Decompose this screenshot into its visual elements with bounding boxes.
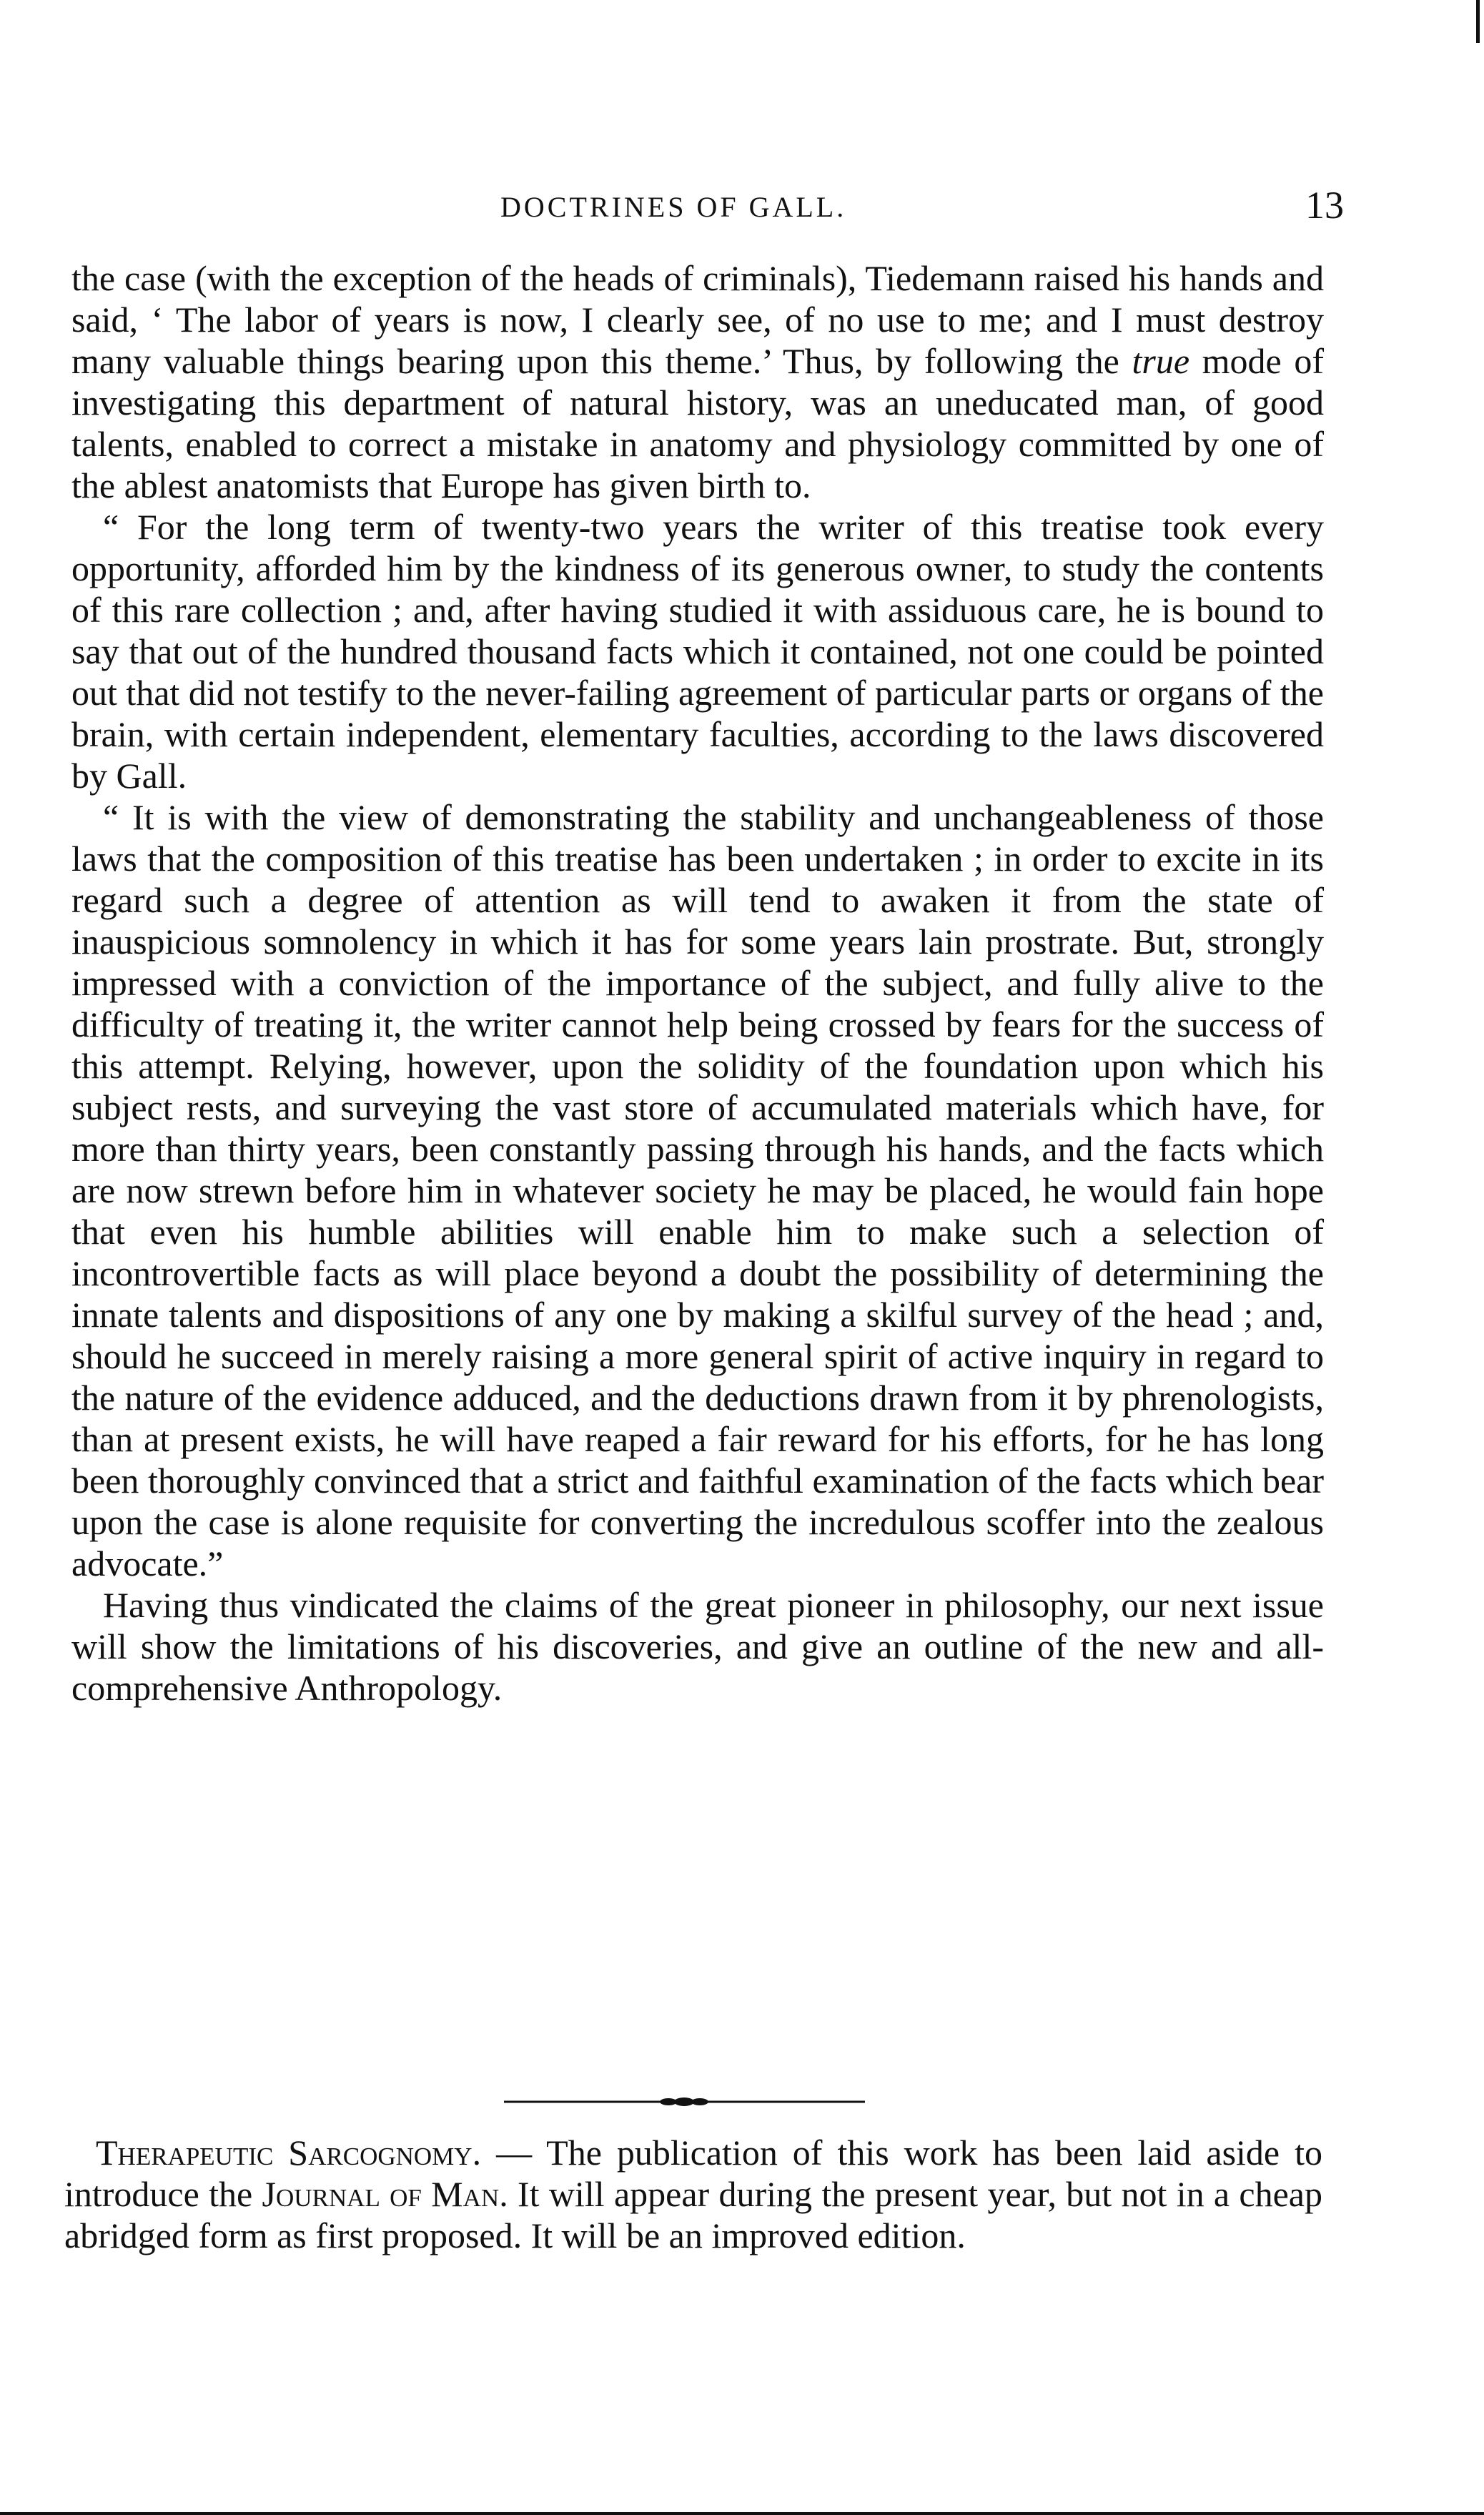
section-divider-ornament bbox=[504, 2097, 865, 2107]
notice-heading: Therapeutic Sarcognomy. bbox=[96, 2133, 482, 2173]
paragraph-4: Having thus vindicated the claims of the great pioneer in philosophy, our next issue will show the limitations of his discoveries, and give an outline of the new and all-comprehensive Anthropology. bbox=[71, 1585, 1324, 1708]
notice-text-after: It will appear during the present year, but not in a cheap abridged form as first proposed. It will be an improved edition. bbox=[64, 2174, 1322, 2255]
page-edge-mark bbox=[1476, 0, 1480, 43]
paragraph-1 bbox=[71, 257, 1324, 506]
main-text bbox=[71, 257, 1324, 1709]
running-title: DOCTRINES OF GALL. bbox=[500, 191, 847, 223]
running-head bbox=[71, 183, 1344, 226]
notice-dash: — bbox=[481, 2133, 547, 2173]
notice-text-before: The publication of this work has been laid aside to introduce the bbox=[64, 2133, 1322, 2214]
paragraph-3: “ It is with the view of demonstrating the stability and unchangeableness of those laws that the composition of this treatise has been undertaken ; in order to excite in its regard such a degree of attention as will tend to awaken it from the state of inauspicious somnolency in which it has for some years lain prostrate. But, strongly impressed with a conviction of the importance of the subject, and fully alive to the difficulty of treating it, the writer cannot help being crossed by fears for the success of this attempt. Relying, however, upon the solidity of the foundation upon which his subject rests, and surveying the vast store of accumulated materials which have, for more than thirty years, been constantly passing through his hands, and the facts which are now strewn before him in whatever society he may be placed, he would fain hope that even his humble abilities will enable him to make such a selection of incontrovertible facts as will place beyond a doubt the possibility of determining the innate talents and dispositions of any one by making a skilful survey of the head ; and, should he succeed in merely raising a more general spirit of active inquiry in regard to the nature of the evidence adduced, and the deductions drawn from it by phrenologists, than at present exists, he will have reaped a fair reward for his efforts, for he has long been thoroughly convinced that a strict and faithful examination of the facts which bear upon the case is alone requisite for converting the incredulous scoffer into the zealous advocate.” bbox=[71, 797, 1324, 1583]
paragraph-2: “ For the long term of twenty-two years the writer of this treatise took every opportunity, afforded him by the kindness of its generous owner, to study the contents of this rare collection ; and, after having studied it with assiduous care, he is bound to say that out of the hundred thousand facts which it contained, not one could be pointed out that did not testify to the never-failing agreement of particular parts or organs of the brain, with certain independent, elementary faculties, according to the laws discovered by Gall. bbox=[71, 507, 1324, 796]
page-number: 13 bbox=[1305, 184, 1344, 227]
notice-paragraph bbox=[64, 2132, 1322, 2256]
page-bottom-edge bbox=[0, 2512, 1484, 2515]
journal-title: Journal of Man. bbox=[262, 2174, 508, 2214]
paragraph-1-emphasis: true bbox=[1132, 341, 1190, 381]
paragraph-1-text: the case (with the exception of the heads of criminals), Tiedemann raised his hands and said, ‘ The labor of years is now, I clearly see, of no use to me; and I must destroy many valuable things bearing upon this theme.’ Thus, by following the bbox=[71, 258, 1324, 381]
notice-block bbox=[64, 2132, 1322, 2256]
paragraph-1-rest: mode of investigating this department of natural history, was an uneducated man, of good talents, enabled to correct a mistake in anatomy and physiology committed by one of the ablest anatomists that Europe has given birth to. bbox=[71, 341, 1325, 505]
